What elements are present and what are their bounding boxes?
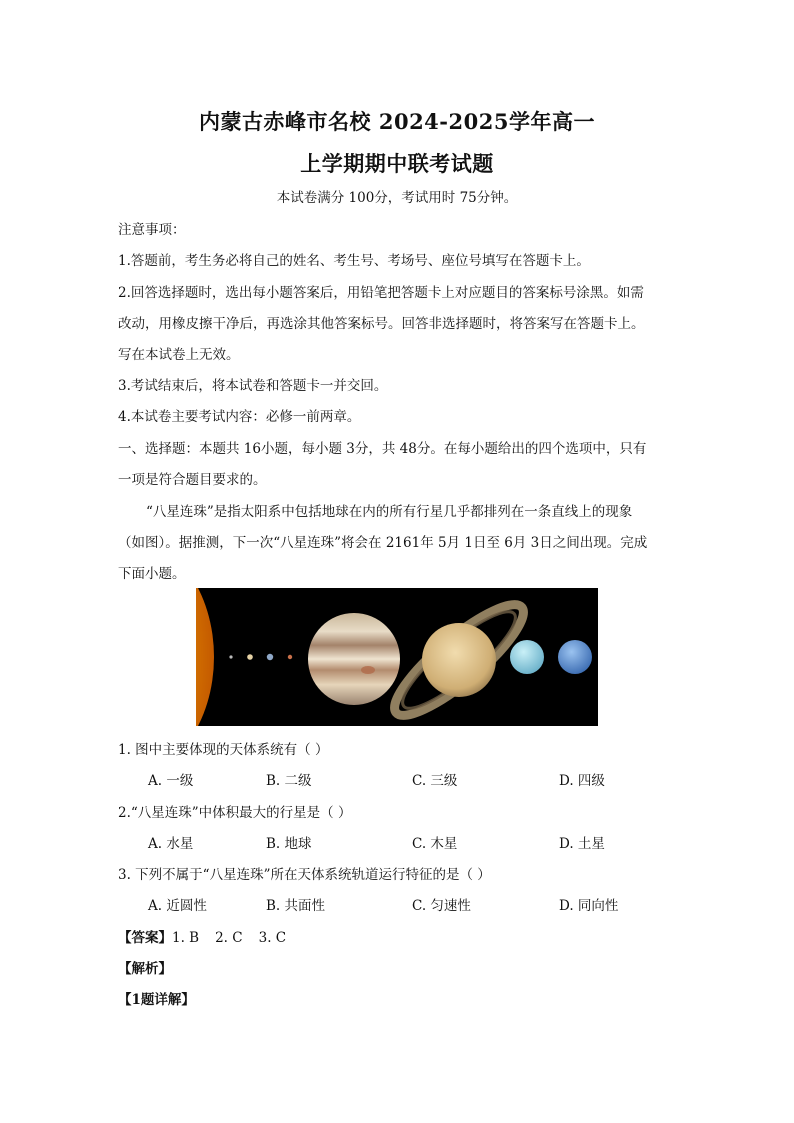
section-heading-cont: 一项是符合题目要求的。 (118, 472, 267, 488)
analysis-heading: 【解析】 (118, 961, 172, 977)
venus (247, 654, 253, 660)
passage-line: （如图）。据推测，下一次“八星连珠”将会在 2161年 5月 1日至 6月 3日之间出现。完成 (118, 535, 648, 551)
option-c: C. 木星 (412, 836, 458, 852)
answer-item: 3. C (258, 930, 287, 946)
option-d: D. 土星 (559, 836, 605, 852)
question-stem: 1. 图中主要体现的天体系统有（ ） (118, 742, 329, 758)
note-item: 3.考试结束后，将本试卷和答题卡一并交回。 (118, 378, 388, 394)
option-a: A. 水星 (148, 836, 194, 852)
option-b: B. 共面性 (266, 898, 326, 914)
question-stem: 3. 下列不属于“八星连珠”所在天体系统轨道运行特征的是（ ） (118, 867, 491, 883)
note-item: 2.回答选择题时，选出每小题答案后，用铅笔把答题卡上对应题目的答案标号涂黑。如需 (118, 285, 644, 301)
answer-line (118, 926, 286, 946)
earth (267, 654, 273, 660)
question-options (0, 894, 794, 914)
option-c: C. 三级 (412, 773, 458, 789)
mercury (229, 655, 232, 658)
exam-subtitle: 本试卷满分 100分，考试用时 75分钟。 (276, 190, 518, 206)
solar-system-illustration (196, 588, 598, 726)
answer-tag: 【答案】 (118, 930, 172, 946)
saturn-globe (422, 623, 496, 697)
neptune (558, 640, 592, 674)
jupiter (308, 613, 400, 705)
question-options (0, 769, 794, 789)
question-stem: 2.“八星连珠”中体积最大的行星是（ ） (118, 805, 352, 821)
option-d: D. 同向性 (559, 898, 619, 914)
mars (288, 655, 292, 659)
option-b: B. 二级 (266, 773, 312, 789)
detail-heading: 【1题详解】 (118, 992, 195, 1008)
note-item: 1.答题前，考生务必将自己的姓名、考生号、考场号、座位号填写在答题卡上。 (118, 253, 590, 269)
great-red-spot (361, 666, 375, 674)
option-b: B. 地球 (266, 836, 312, 852)
option-d: D. 四级 (559, 773, 605, 789)
notes-heading: 注意事项： (118, 222, 186, 238)
answer-item: 1. B (172, 930, 200, 946)
option-c: C. 匀速性 (412, 898, 471, 914)
question-options (0, 832, 794, 852)
exam-title-line1: 内蒙古赤峰市名校 2024-2025学年高一 (199, 109, 595, 134)
passage-line: 下面小题。 (118, 566, 186, 582)
option-a: A. 近圆性 (148, 898, 207, 914)
uranus (510, 640, 544, 674)
note-item: 改动，用橡皮擦干净后，再选涂其他答案标号。回答非选择题时，将答案写在答题卡上。 (118, 316, 645, 332)
section-heading: 一、选择题：本题共 16小题，每小题 3分，共 48分。在每小题给出的四个选项中，只有 (118, 441, 647, 457)
exam-title-line2: 上学期期中联考试题 (300, 151, 494, 176)
answer-item: 2. C (215, 930, 243, 946)
note-item: 写在本试卷上无效。 (118, 347, 240, 363)
note-item: 4.本试卷主要考试内容：必修一前两章。 (118, 409, 361, 425)
passage-line: “八星连珠”是指太阳系中包括地球在内的所有行星几乎都排列在一条直线上的现象 (146, 504, 633, 520)
option-a: A. 一级 (148, 773, 194, 789)
solar-system-image (196, 588, 598, 726)
